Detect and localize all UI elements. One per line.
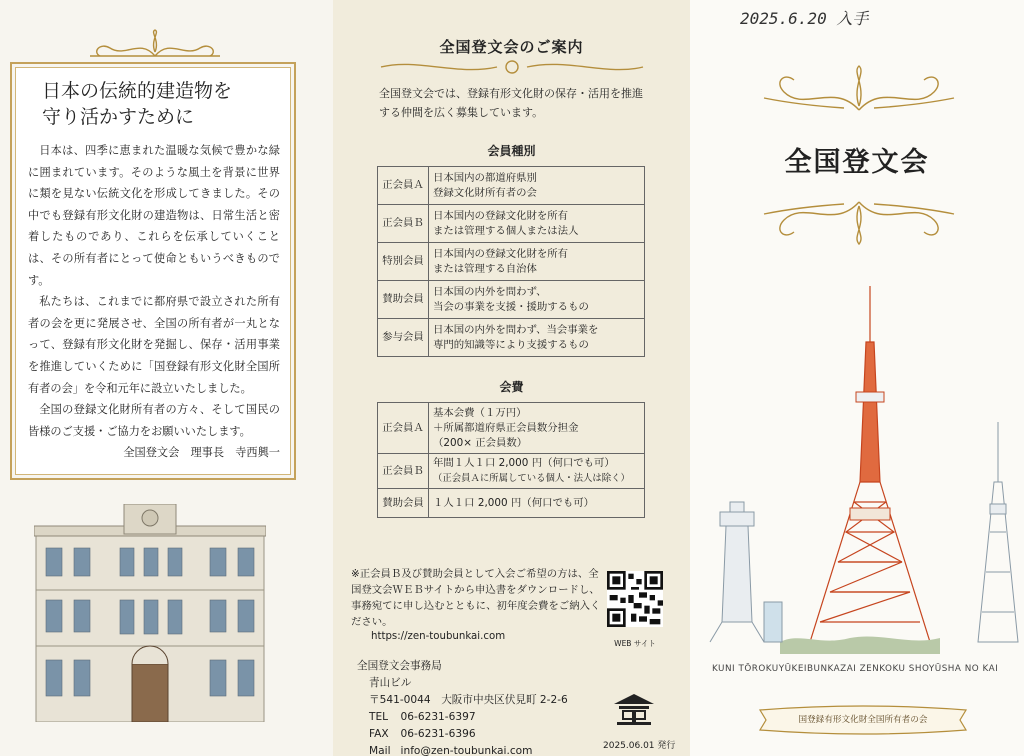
member-type: 正会員Ａ	[378, 167, 429, 205]
message-title	[42, 78, 280, 130]
website-link[interactable]: https://zen-toubunkai.com	[371, 631, 506, 642]
member-type: 参与会員	[378, 319, 429, 357]
fee-type: 賛助会員	[378, 489, 429, 518]
table-row	[378, 167, 645, 205]
office-name: 全国登文会事務局	[357, 660, 442, 672]
left-panel	[0, 0, 333, 756]
message-paragraph: 私たちは、これまでに都府県で設立された所有者の会を更に発展させ、全国の所有者が一丸となって、登録有形文化財を発掘し、保存・活用事業を推進していくために「国登録有形文化財全国所有者の会」を令和元年に設立いたしました。	[28, 295, 280, 395]
member-desc: 日本国内の登録文化財を所有 または管理する自治体	[429, 243, 645, 281]
application-note: ※正会員Ｂ及び賛助会員として入会ご希望の方は、全国登文会ＷＥＢサイトから申込書をダウンロードし、事務宛てに申し込むとともに、初年度会費をご納入ください。	[351, 568, 601, 628]
fees-section-title: 会費	[499, 380, 524, 394]
message-box	[10, 62, 296, 480]
message-paragraph: 日本は、四季に恵まれた温暖な気候で豊かな緑に囲まれています。そのような風土を背景に世界に類を見ない伝統文化を形成してきました。その中でも登録有形文化財の建造物は、日常生活と密着したものであり、これらを伝承していくことは、その所有者にとって使命ともいうべきものです。	[28, 144, 280, 287]
contact-label: FAX	[369, 728, 389, 740]
fee-type: 正会員Ｂ	[378, 454, 429, 489]
fax-number: 06-6231-6396	[400, 728, 476, 740]
middle-panel	[333, 0, 690, 756]
brochure-title: 全国登文会	[784, 147, 930, 178]
message-paragraph: 全国の登録文化財所有者の方々、そして国民の皆様のご支援・ご協力をお願いいたします。	[28, 403, 280, 438]
qr-caption: WEB サイト	[614, 639, 656, 648]
member-desc: 日本国内の登録文化財を所有 または管理する個人または法人	[429, 205, 645, 243]
message-title-line1: 日本の伝統的建造物を	[42, 80, 233, 102]
issue-date: 2025.06.01 発行	[603, 741, 676, 751]
phone-number: 06-6231-6397	[400, 711, 476, 723]
guide-title: 全国登文会のご案内	[439, 38, 584, 56]
table-row	[369, 709, 543, 726]
gold-ornament-top	[754, 62, 964, 118]
organization-logo-icon	[611, 690, 657, 730]
table-row	[378, 489, 645, 518]
qr-code-icon[interactable]	[607, 571, 663, 627]
fees-table	[377, 402, 645, 518]
chairman-signature: 全国登文会 理事長 寺西興一	[123, 446, 280, 460]
office-address: 〒541-0044 大阪市中央区伏見町 2-2-6	[369, 694, 568, 706]
membership-table	[377, 166, 645, 357]
member-desc: 日本国の内外を問わず、当会事業を 専門的知識等により支援するもの	[429, 319, 645, 357]
contact-label: Mail	[369, 745, 391, 756]
table-row	[378, 205, 645, 243]
contact-label: TEL	[369, 711, 389, 723]
member-desc: 日本国内の都道府県別 登録文化財所有者の会	[429, 167, 645, 205]
romaji-name: KUNI TŌROKUYŪKEIBUNKAZAI ZENKOKU SHOYŪSHA NO KAI	[712, 664, 999, 674]
fee-desc: １人１口 2,000 円（何口でも可）	[429, 489, 645, 518]
fee-desc: 年間１人１口 2,000 円（何口でも可） （正会員Ａに所属している個人・法人は除く）	[429, 454, 645, 489]
table-row	[369, 726, 543, 743]
table-row	[378, 281, 645, 319]
right-panel	[690, 0, 1024, 756]
gold-ornament-bottom	[754, 196, 964, 246]
membership-section-title: 会員種別	[487, 144, 536, 158]
fee-type: 正会員Ａ	[378, 403, 429, 454]
ribbon-text: 国登録有形文化財全国所有者の会	[798, 715, 928, 725]
table-row	[378, 243, 645, 281]
message-title-line2: 守り活かすために	[42, 106, 195, 128]
table-row	[378, 454, 645, 489]
email-link[interactable]: info@zen-toubunkai.com	[400, 745, 533, 756]
member-type: 特別会員	[378, 243, 429, 281]
table-row	[369, 743, 543, 756]
member-type: 正会員Ｂ	[378, 205, 429, 243]
gold-ornament-top	[80, 28, 230, 64]
office-building: 青山ビル	[369, 677, 412, 689]
fee-desc: 基本会費（１万円） ＋所属都道府県正会員数分担金 （200× 正会員数）	[429, 403, 645, 454]
contact-table	[369, 709, 543, 756]
member-desc: 日本国の内外を問わず、 当会の事業を支援・援助するもの	[429, 281, 645, 319]
towers-illustration	[690, 282, 1024, 662]
handwritten-note: 2025.6.20 入手	[740, 9, 869, 28]
member-type: 賛助会員	[378, 281, 429, 319]
table-row	[378, 403, 645, 454]
guide-intro: 全国登文会では、登録有形文化財の保存・活用を推進する仲間を広く募集しています。	[379, 87, 643, 119]
historic-building-illustration	[34, 504, 266, 722]
gold-ornament-divider	[377, 56, 647, 78]
table-row	[378, 319, 645, 357]
office-contact	[357, 658, 568, 756]
